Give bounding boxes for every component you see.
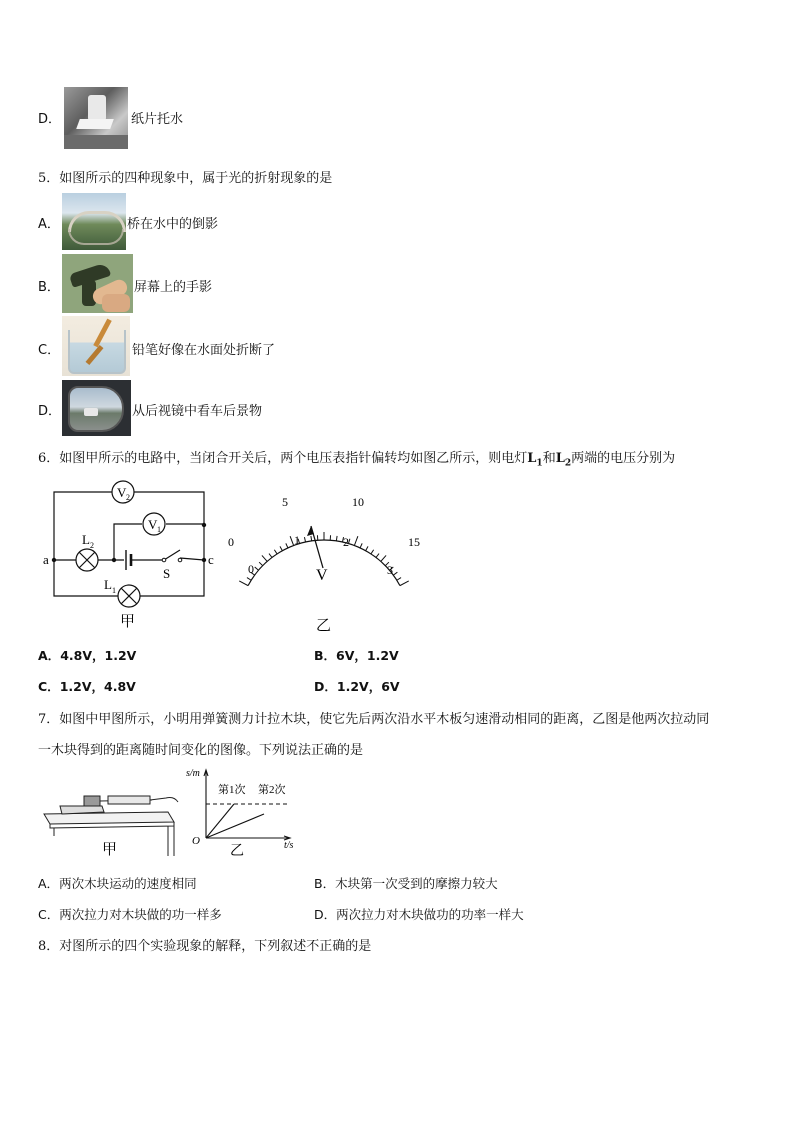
q5-option-c-text: 铅笔好像在水面处折断了	[132, 343, 276, 358]
q5-option-d-text: 从后视镜中看车后景物	[132, 404, 263, 419]
q6-stem-l2: L	[555, 451, 565, 466]
q6-stem-l2-sub: 2	[564, 458, 572, 469]
wire-bottom-right	[140, 560, 204, 596]
dial-tick	[255, 567, 259, 570]
q6-option-b-letter: B．	[314, 648, 337, 663]
spring-scale	[108, 796, 150, 804]
switch-contact-icon	[178, 558, 182, 562]
bottom-scale-2: 2	[343, 535, 349, 549]
q6-stem-prefix: 6．如图甲所示的电路中，当闭合开关后，两个电压表指针偏转均如图乙所示，则电灯	[38, 451, 528, 466]
dial-tick	[259, 562, 263, 566]
switch-pivot-icon	[162, 558, 166, 562]
dial-tick	[397, 578, 401, 581]
v2-label-sub: 2	[126, 493, 130, 502]
rearview-mirror-photo	[62, 380, 131, 436]
graph-origin: O	[192, 835, 200, 847]
wire-top-right	[134, 492, 204, 525]
hand-icon	[150, 798, 178, 803]
hand-shadow-photo	[62, 254, 133, 313]
node-top-right-dot	[202, 523, 206, 527]
dial-tick	[247, 578, 251, 581]
dial-tick	[262, 555, 267, 561]
dial-tick	[360, 543, 362, 548]
graph-ylabel: s/m	[186, 768, 200, 779]
switch-blade-icon	[164, 550, 180, 560]
node-a-label: a	[43, 552, 49, 567]
dial-tick	[286, 543, 288, 548]
node-c-label: c	[208, 552, 214, 567]
graph-line1-label: 第1次	[218, 784, 246, 796]
dial-tick	[274, 550, 277, 554]
voltmeter-dial	[222, 488, 426, 633]
dial-tick	[304, 537, 305, 542]
q7-option-c-text: 两次拉力对木块做的功一样多	[59, 907, 222, 922]
q7-option-b-letter: B．	[314, 876, 336, 891]
q6-option-c-letter: C．	[38, 679, 60, 694]
dial-tick	[311, 536, 312, 541]
top-scale-5: 5	[282, 495, 288, 509]
dial-tick	[400, 581, 409, 586]
line-first	[206, 804, 234, 838]
q5-option-c-letter: C．	[38, 343, 61, 358]
dial-tick	[366, 546, 368, 550]
l2-label: L	[82, 532, 90, 547]
q6-option-c-text: 1.2V，4.8V	[59, 679, 136, 694]
node-a-dot	[52, 558, 56, 562]
dial-caption: 乙	[316, 618, 332, 633]
v1-label: V	[148, 517, 158, 532]
dial-tick	[376, 554, 379, 558]
q5-option-b-text: 屏幕上的手影	[134, 280, 213, 295]
wire-v1-left	[114, 524, 142, 525]
switch-label: S	[163, 566, 171, 581]
pencil-in-water-photo	[62, 316, 130, 376]
q6-option-c	[38, 677, 136, 695]
bottom-scale-1: 1	[294, 533, 300, 547]
q6-stem-l1: L	[527, 451, 537, 466]
q7-option-d-letter: D．	[314, 907, 337, 922]
q6-stem-mid: 和	[542, 451, 556, 466]
q6-stem	[38, 447, 675, 469]
q6-option-d-text: 1.2V，6V	[336, 679, 400, 694]
board	[60, 806, 104, 814]
q7-option-d-text: 两次拉力对木块做功的功率一样大	[336, 907, 524, 922]
dial-tick	[280, 546, 282, 550]
l1-label-sub: 1	[112, 586, 116, 595]
q4-option-d-text: 纸片托水	[131, 112, 184, 127]
q5-stem: 5．如图所示的四种现象中，属于光的折射现象的是	[38, 171, 333, 186]
q6-option-b	[314, 646, 399, 664]
v1-label-sub: 1	[157, 525, 161, 534]
q6-option-a	[38, 646, 136, 664]
top-scale-10: 10	[352, 495, 364, 509]
circuit-diagram	[40, 478, 220, 630]
q7-stem-line2: 一木块得到的距离随时间变化的图像。下列说法正确的是	[38, 743, 364, 758]
bottom-scale-0: 0	[248, 562, 254, 576]
q5-option-d-letter: D．	[38, 404, 62, 419]
q6-option-d-letter: D．	[314, 679, 337, 694]
circuit-caption: 甲	[120, 614, 136, 630]
bridge-reflection-photo	[62, 193, 126, 250]
q7-option-c-letter: C．	[38, 907, 60, 922]
line-second	[206, 814, 264, 838]
bottom-scale-3: 3	[387, 563, 393, 577]
q7-option-a-letter: A．	[38, 876, 60, 891]
q7-option-a-text: 两次木块运动的速度相同	[59, 876, 197, 891]
l1-label: L	[104, 577, 112, 592]
q5-option-a-text: 桥在水中的倒影	[127, 217, 219, 232]
dial-tick	[336, 536, 337, 541]
q5-option-a-letter: A．	[38, 217, 60, 232]
q7-st-graph	[186, 764, 306, 858]
paper-holds-water-photo	[64, 87, 128, 149]
dial-tick	[381, 555, 386, 561]
q7-option-d	[314, 905, 524, 923]
q6-option-d	[314, 677, 400, 695]
q7-option-b-text: 木块第一次受到的摩擦力较大	[335, 876, 498, 891]
graph-line2-label: 第2次	[258, 784, 286, 796]
dial-tick	[393, 572, 397, 575]
dial-tick	[371, 550, 374, 554]
graph-xlabel: t/s	[284, 840, 294, 851]
q6-option-a-letter: A．	[38, 648, 61, 663]
l2-label-sub: 2	[90, 541, 94, 550]
q7-fig-left-caption: 甲	[102, 842, 118, 858]
v2-label: V	[117, 485, 127, 500]
q7-stem-line1: 7．如图中甲图所示，小明用弹簧测力计拉木块，使它先后两次沿水平木板匀速滑动相同的距离，乙图是他两次拉动同	[38, 712, 710, 727]
q6-option-a-text: 4.8V，1.2V	[60, 648, 137, 663]
top-scale-0: 0	[228, 535, 234, 549]
q7-option-b	[314, 874, 498, 892]
top-scale-15: 15	[408, 535, 420, 549]
wire-switch-right	[180, 558, 204, 560]
dial-tick	[239, 581, 248, 586]
q7-option-a	[38, 874, 197, 892]
dial-tick	[354, 536, 358, 545]
q7-table-figure	[42, 778, 184, 858]
q6-stem-suffix: 两端的电压分别为	[571, 451, 676, 466]
q8-stem: 8．对图所示的四个实验现象的解释，下列叙述不正确的是	[38, 939, 372, 954]
table-leg-right	[168, 826, 174, 856]
q4-option-d-letter: D．	[38, 112, 62, 127]
node-c-dot	[202, 558, 206, 562]
q6-stem-l1-sub: 1	[536, 458, 543, 469]
q5-option-b-letter: B．	[38, 280, 60, 295]
graph-caption: 乙	[230, 844, 244, 858]
node-mid-dot	[112, 558, 116, 562]
dial-unit: V	[316, 567, 328, 584]
q7-option-c	[38, 905, 222, 923]
dial-tick	[269, 554, 272, 558]
wood-block	[84, 796, 100, 806]
q6-option-b-text: 6V，1.2V	[336, 648, 399, 663]
